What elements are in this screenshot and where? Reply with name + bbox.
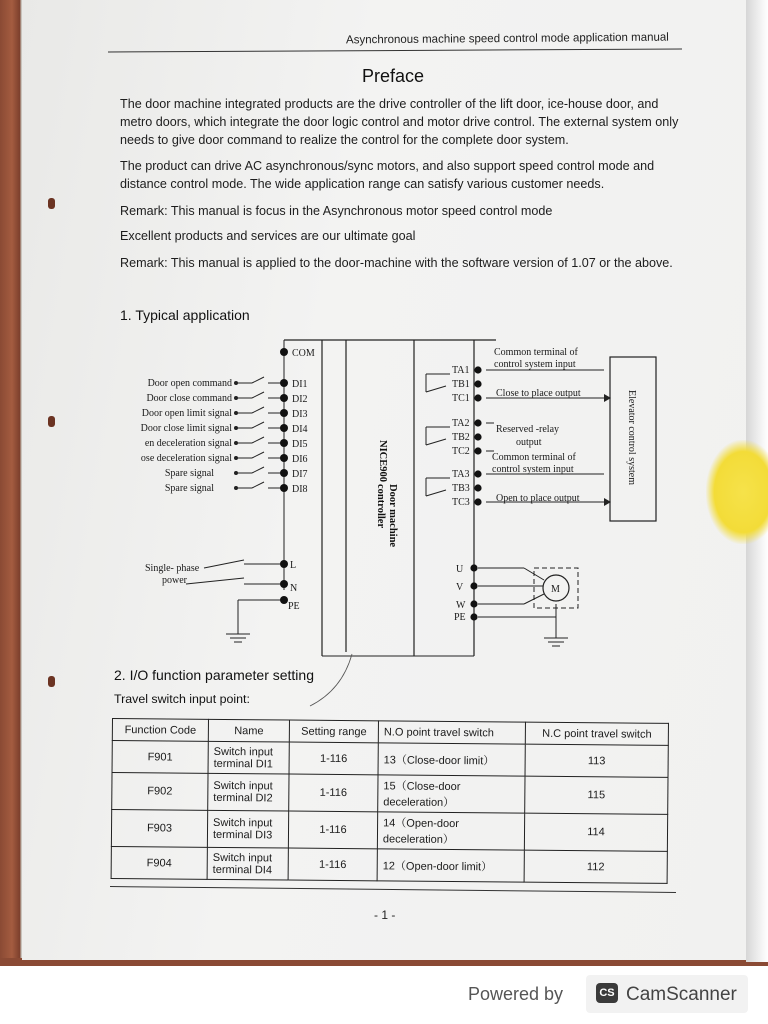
relay-terminal: TA1 <box>452 365 470 376</box>
cell-range: 1-116 <box>289 774 378 812</box>
input-signal-group <box>141 377 308 495</box>
paragraph-remark-mode: Remark: This manual is focus in the Asynchronous motor speed control mode <box>120 204 553 218</box>
input-label: Door open limit signal <box>141 408 232 419</box>
relay-terminal: TC3 <box>452 497 470 508</box>
input-label: en deceleration signal <box>144 438 232 449</box>
motor-terminal: V <box>456 582 464 593</box>
paragraph-remark-version: Remark: This manual is applied to the door-machine with the software version of 1.07 or the above. <box>120 256 673 270</box>
cell-name: Switch input terminal DI3 <box>207 810 288 848</box>
motor-terminal: PE <box>454 612 466 623</box>
input-terminal: DI4 <box>292 424 308 435</box>
camscanner-logo-icon: CS <box>596 983 618 1003</box>
input-terminal: DI1 <box>292 379 308 390</box>
cell-nc: 115 <box>525 776 668 814</box>
relay-terminal: TA3 <box>452 469 470 480</box>
output-label: Close to place output <box>496 388 581 399</box>
input-label: Door open command <box>147 378 232 389</box>
com-terminal-label: COM <box>292 348 315 359</box>
input-terminal: DI3 <box>292 409 308 420</box>
cell-no: 15（Close-door deceleration） <box>378 775 525 813</box>
controller-name: Door machine <box>387 484 398 548</box>
motor-terminal: U <box>456 564 464 575</box>
cell-no: 13（Close-door limit） <box>378 743 525 776</box>
input-terminal: DI8 <box>292 484 308 495</box>
cell-code: F901 <box>112 741 208 774</box>
powered-by-text: Powered by <box>468 984 564 1004</box>
terminal-n: N <box>290 583 298 594</box>
controller-model: NICE900 <box>377 440 388 483</box>
col-name: Name <box>208 719 289 742</box>
output-label: Reserved -relay <box>496 424 560 435</box>
page-title: Preface <box>362 66 425 86</box>
col-no-point: N.O point travel switch <box>378 721 525 744</box>
elevator-system-label: Elevator control system <box>626 390 637 485</box>
input-terminal: DI5 <box>292 439 308 450</box>
table-row <box>111 846 667 883</box>
relay-terminal: TC1 <box>452 393 470 404</box>
terminal-pe: PE <box>288 601 300 612</box>
output-label: control system input <box>494 359 576 370</box>
cell-range: 1-116 <box>288 848 377 881</box>
controller-name-2: controller <box>375 484 386 529</box>
relay-terminal: TB3 <box>452 483 470 494</box>
paragraph-goal: Excellent products and services are our ultimate goal <box>120 229 416 243</box>
table-row <box>111 810 667 852</box>
camscanner-brand: CamScanner <box>626 984 737 1005</box>
travel-switch-subtitle: Travel switch input point: <box>114 692 250 706</box>
section-io-function: 2. I/O function parameter setting <box>114 667 314 683</box>
input-label: ose deceleration signal <box>140 453 232 464</box>
relay-terminals <box>426 365 482 508</box>
input-terminal: DI6 <box>292 454 308 465</box>
col-nc-point: N.C point travel switch <box>525 722 668 745</box>
col-setting-range: Setting range <box>289 720 378 743</box>
relay-terminal: TA2 <box>452 418 470 429</box>
output-label: Open to place output <box>496 493 580 504</box>
power-label: Single- phase <box>145 563 200 574</box>
input-label: Door close limit signal <box>140 423 232 434</box>
cell-code: F903 <box>111 810 207 848</box>
cell-code: F902 <box>112 773 208 811</box>
cell-nc: 113 <box>525 744 668 777</box>
cell-no: 12（Open-door limit） <box>377 849 524 882</box>
relay-terminal: TB1 <box>452 379 470 390</box>
cell-name: Switch input terminal DI2 <box>208 773 289 811</box>
table-row <box>112 773 668 815</box>
cell-nc: 112 <box>524 850 667 883</box>
cell-range: 1-116 <box>288 811 377 849</box>
running-head: Asynchronous machine speed control mode application manual <box>345 31 669 47</box>
paragraph-intro: The door machine integrated products are the drive controller of the lift door, ice-house door, and metro doors, which integrate the door logic control and motor drive control. The external system only needs to give door command to realize the control for the complete door system. <box>120 97 679 147</box>
output-label: Common terminal of <box>492 452 576 463</box>
cell-code: F904 <box>111 846 207 879</box>
output-label: control system input <box>492 464 574 475</box>
table-row <box>112 741 668 778</box>
cell-name: Switch input terminal DI1 <box>208 741 289 774</box>
terminal-l: L <box>290 560 297 571</box>
cell-range: 1-116 <box>289 742 378 775</box>
io-parameter-table <box>111 718 669 884</box>
cell-name: Switch input terminal DI4 <box>207 847 288 880</box>
input-label: Spare signal <box>164 468 214 479</box>
page-number: - 1 - <box>374 908 396 922</box>
section-typical-application: 1. Typical application <box>120 307 250 323</box>
input-label: Spare signal <box>164 483 214 494</box>
relay-terminal: TB2 <box>452 432 470 443</box>
power-label-2: power <box>162 575 187 586</box>
input-terminal: DI7 <box>292 469 308 480</box>
relay-terminal: TC2 <box>452 446 470 457</box>
input-terminal: DI2 <box>292 394 308 405</box>
output-label: Common terminal of <box>494 347 578 358</box>
output-label: output <box>516 437 542 448</box>
pencil-mark <box>310 654 352 706</box>
paragraph-product: The product can drive AC asynchronous/sync motors, and also support speed control mode and distance control mode. The wide application range can satisfy various customer needs. <box>120 159 655 191</box>
motor-terminal: W <box>456 600 466 611</box>
motor-label: M <box>551 584 560 595</box>
cell-no: 14（Open-door deceleration） <box>377 812 524 850</box>
col-function-code: Function Code <box>112 719 208 742</box>
input-label: Door close command <box>146 393 232 404</box>
cell-nc: 114 <box>524 813 667 851</box>
